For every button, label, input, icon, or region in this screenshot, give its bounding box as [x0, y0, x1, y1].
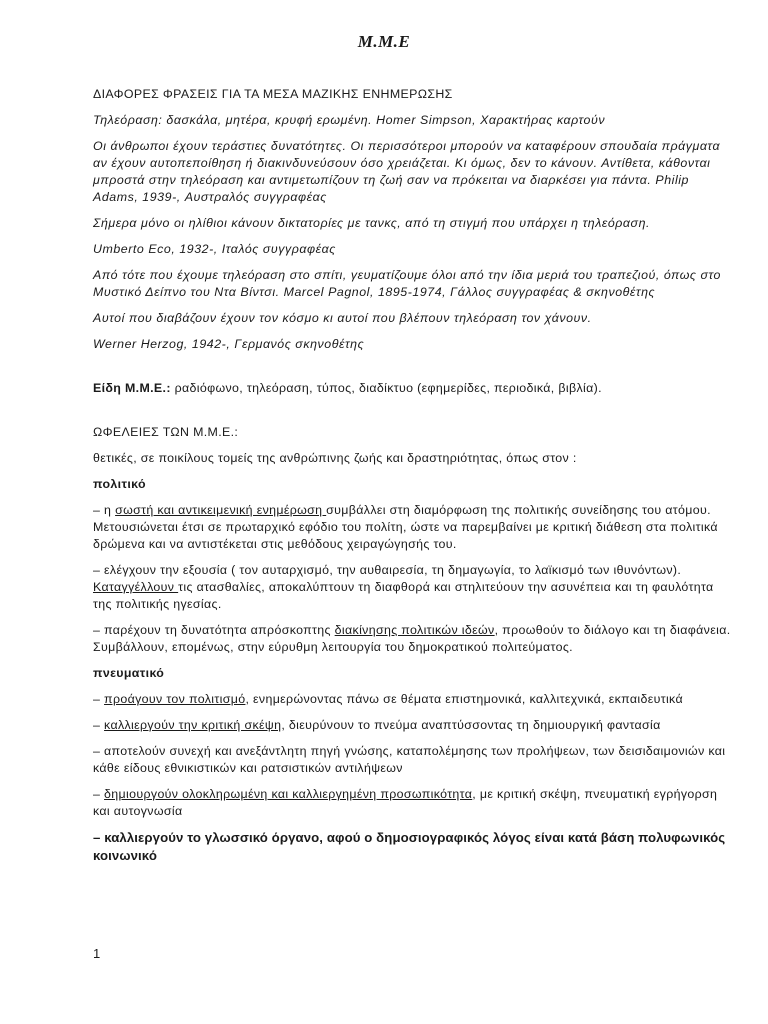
text-fragment: , με κριτική σκέψη, πνευματική εγρήγορση και αυτογνωσία	[93, 787, 718, 818]
text-fragment: συμβάλλει στη διαμόρφωση της πολιτικής συνείδησης του ατόμου. Μετουσιώνεται έτσι σε πρωταρχικό εφόδιο του πολίτη, ώστε να παρεμβαίνει με κριτική διάθεση στα πολιτικά δρώμενα και να αντιστέκεται στις μεθόδους χειραγώγησής του.	[93, 503, 718, 551]
spiritual-point-4	[93, 786, 733, 820]
underlined-phrase: διακίνησης πολιτικών ιδεών	[334, 623, 495, 637]
spiritual-label: πνευματικό	[93, 666, 165, 680]
benefits-heading: ΩΦΕΛΕΙΕΣ ΤΩΝ Μ.Μ.Ε.:	[93, 425, 239, 439]
text-fragment: , προωθούν το διάλογο και τη διαφάνεια. Συμβάλλουν, επομένως, στην εύρυθμη λειτουργία του δημοκρατικού πολιτεύματος.	[93, 623, 731, 654]
text-fragment: – παρέχουν τη δυνατότητα απρόσκοπτης	[93, 623, 335, 637]
spiritual-point-5: – καλλιεργούν το γλωσσικό όργανο, αφού ο δημοσιογραφικός λόγος είναι κατά βάση πολυφωνικός κοινωνικό	[93, 830, 726, 863]
section-heading-quotes: ΔΙΑΦΟΡΕΣ ΦΡΑΣΕΙΣ ΓΙΑ ΤΑ ΜΕΣΑ ΜΑΖΙΚΗΣ ΕΝΗΜΕΡΩΣΗΣ	[93, 87, 453, 101]
quote-5: Αυτοί που διαβάζουν έχουν τον κόσμο κι αυτοί που βλέπουν τηλεόραση τον χάνουν.	[93, 311, 592, 325]
quote-1: Τηλεόραση: δασκάλα, μητέρα, κρυφή ερωμένη. Homer Simpson, Χαρακτήρας καρτούν	[93, 113, 606, 127]
text-fragment: –	[93, 787, 105, 801]
underlined-phrase: σωστή και αντικειμενική ενημέρωση	[115, 503, 327, 517]
spiritual-point-2	[93, 717, 733, 734]
text-fragment: , ενημερώνοντας πάνω σε θέματα επιστημονικά, καλλιτεχνικά, εκπαιδευτικά	[245, 692, 683, 706]
quote-3-author: Umberto Eco, 1932-, Ιταλός συγγραφέας	[93, 242, 336, 256]
political-point-2	[93, 562, 733, 613]
benefits-intro: θετικές, σε ποικίλους τομείς της ανθρώπινης ζωής και δραστηριότητας, όπως στον :	[93, 451, 577, 465]
text-fragment: –	[93, 692, 105, 706]
quote-3: Σήμερα μόνο οι ηλίθιοι κάνουν δικτατορίες με τανκς, από τη στιγμή που υπάρχει η τηλεόραση.	[93, 216, 650, 230]
media-types	[93, 380, 733, 397]
spacer	[93, 406, 733, 424]
text-fragment: , διευρύνουν το πνεύμα αναπτύσσοντας τη δημιουργική φαντασία	[281, 718, 661, 732]
political-label: πολιτικό	[93, 477, 146, 491]
spiritual-point-3: – αποτελούν συνεχή και ανεξάντλητη πηγή γνώσης, καταπολέμησης των προλήψεων, των δεισιδαιμονιών και κάθε είδους εθνικιστικών και ρατσιστικών αντιλήψεων	[93, 744, 726, 775]
text-fragment: – ελέγχουν την εξουσία ( τον αυταρχισμό, την αυθαιρεσία, τη δημαγωγία, το λαϊκισμό των ιθυνόντων).	[93, 563, 682, 577]
spiritual-point-1	[93, 691, 733, 708]
media-types-label: Είδη Μ.Μ.Ε.:	[93, 381, 171, 395]
text-fragment: –	[93, 718, 105, 732]
page-number: 1	[93, 946, 101, 961]
quote-2: Οι άνθρωποι έχουν τεράστιες δυνατότητες. Οι περισσότεροι μπορούν να καταφέρουν σπουδαία πράγματα αν έχουν αυτοπεποίθηση ή διακινδυνεύσουν όσο χρειάζεται. Κι όμως, δεν το κάνουν. Αντίθετα, κάθονται μπροστά στην τηλεόραση και αντιμετωπίζουν τη ζωή σαν να πρόκειται να διαρκέσει για πάντα. Philip Adams, 1939-, Αυστραλός συγγραφέας	[93, 139, 721, 204]
document-body	[93, 86, 733, 874]
underlined-phrase: προάγουν τον πολιτισμό	[104, 692, 246, 706]
quote-5-author: Werner Herzog, 1942-, Γερμανός σκηνοθέτης	[93, 337, 365, 351]
text-fragment: – η	[93, 503, 116, 517]
underlined-phrase: δημιουργούν ολοκληρωμένη και καλλιεργημένη προσωπικότητα	[104, 787, 473, 801]
text-fragment: τις ατασθαλίες, αποκαλύπτουν τη διαφθορά και στηλιτεύουν την ασυνέπεια και τη φαυλότητα της πολιτικής ηγεσίας.	[93, 580, 714, 611]
spacer	[93, 362, 733, 380]
document-title: Μ.Μ.Ε	[357, 32, 411, 51]
media-types-text: ραδιόφωνο, τηλεόραση, τύπος, διαδίκτυο (εφημερίδες, περιοδικά, βιβλία).	[170, 381, 602, 395]
underlined-phrase: Καταγγέλλουν	[93, 580, 179, 594]
political-point-1	[93, 502, 733, 553]
quote-4: Από τότε που έχουμε τηλεόραση στο σπίτι, γευματίζουμε όλοι από την ίδια μεριά του τραπεζιού, όπως στο Μυστικό Δείπνο του Ντα Βίντσι. Marcel Pagnol, 1895-1974, Γάλλος συγγραφέας & σκηνοθέτης	[93, 268, 721, 299]
political-point-3	[93, 622, 733, 656]
underlined-phrase: καλλιεργούν την κριτική σκέψη	[104, 718, 282, 732]
